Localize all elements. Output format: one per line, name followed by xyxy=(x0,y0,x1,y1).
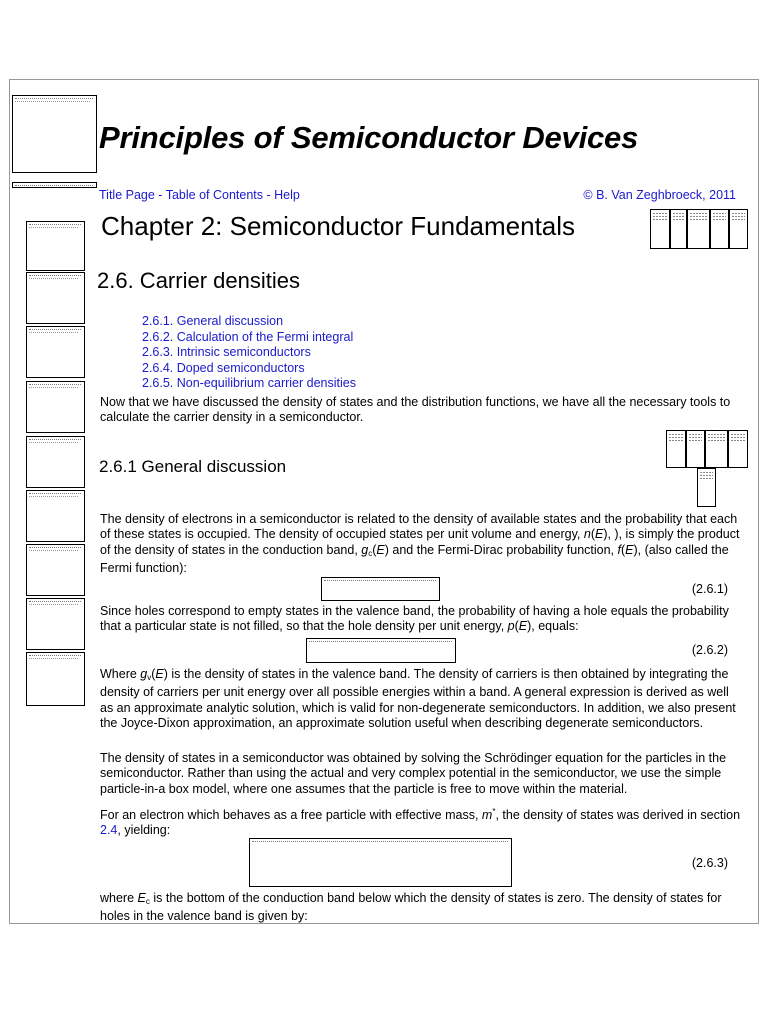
chapter-title: Chapter 2: Semiconductor Fundamentals xyxy=(101,211,576,241)
section-nav-image[interactable] xyxy=(686,430,705,468)
sidebar-image-placeholder[interactable] xyxy=(26,381,85,433)
chapter-nav-image[interactable] xyxy=(687,209,710,249)
section-toc xyxy=(142,314,356,392)
equation-image-placeholder xyxy=(321,577,440,601)
chapter-nav-image[interactable] xyxy=(729,209,748,249)
sidebar-image-placeholder[interactable] xyxy=(26,490,85,542)
sidebar-image-placeholder[interactable] xyxy=(26,436,85,488)
sidebar-image-placeholder[interactable] xyxy=(26,544,85,596)
section-nav-image[interactable] xyxy=(697,468,716,507)
equation-image-placeholder xyxy=(249,838,512,887)
section-nav-image[interactable] xyxy=(705,430,728,468)
intro-paragraph: Now that we have discussed the density of states and the distribution functions, we have all the necessary tools to calculate the carrier density in a semiconductor. xyxy=(100,395,731,425)
equation-number: (2.6.3) xyxy=(691,856,728,870)
table-of-contents-link[interactable]: Table of Contents xyxy=(165,188,264,202)
body-paragraph: Since holes correspond to empty states in the valence band, the probability of having a hole equals the probability that a particular state is not filled, so that the hole density per unit energy, p(E), equals: xyxy=(100,604,729,634)
section-title: 2.6. Carrier densities xyxy=(97,268,300,293)
chapter-nav-image[interactable] xyxy=(670,209,687,249)
body-paragraph: The density of electrons in a semiconductor is related to the density of available states and the probability that each of these states is occupied. The density of occupied states per unit volume and energy, n(E), ), is simply the product of the density of states in the conduction band, $g_c(E)$ and the Fermi-Dirac probability function, f(E), (also called the Fermi function): xyxy=(100,512,740,575)
nav-separator: - xyxy=(263,188,275,202)
toc-link[interactable]: 2.6.4. Doped semiconductors xyxy=(142,360,305,375)
toc-link[interactable]: 2.6.1. General discussion xyxy=(142,314,284,328)
sidebar-image-placeholder[interactable] xyxy=(26,598,85,650)
page-frame xyxy=(9,79,759,924)
equation-number: (2.6.1) xyxy=(691,582,728,596)
banner-image-placeholder xyxy=(12,182,97,188)
sidebar-image-placeholder[interactable] xyxy=(26,326,85,378)
sidebar-image-placeholder[interactable] xyxy=(26,652,85,706)
body-paragraph: Where $g_v(E)$ is the density of states in the valence band. The density of carriers is then obtained by integrating the density of carriers per unit energy over all possible energies within a band. A general expression is derived as well as an approximate analytic solution, which is valid for non-degenerate semiconductors. In addition, we also present the Joyce-Dixon approximation, an approximate solution useful when describing degenerate semiconductors. xyxy=(100,667,736,730)
nav-links xyxy=(99,188,300,202)
chapter-nav-image[interactable] xyxy=(650,209,670,249)
equation-number: (2.6.2) xyxy=(691,643,728,657)
section-nav-image[interactable] xyxy=(728,430,748,468)
nav-separator: - xyxy=(154,188,166,202)
chapter-nav-image[interactable] xyxy=(710,209,729,249)
help-link[interactable]: Help xyxy=(274,188,300,202)
equation-image-placeholder xyxy=(306,638,456,663)
subsection-title: 2.6.1 General discussion xyxy=(99,457,287,476)
toc-link[interactable]: 2.6.2. Calculation of the Fermi integral xyxy=(142,329,354,344)
section-link[interactable]: 2.4 xyxy=(100,823,118,838)
body-paragraph: For an electron which behaves as a free particle with effective mass, m*, the density of states was derived in section 2.4, yielding: xyxy=(100,807,741,838)
sidebar-image-placeholder[interactable] xyxy=(26,272,85,324)
toc-link[interactable]: 2.6.5. Non-equilibrium carrier densities xyxy=(142,376,356,390)
body-paragraph: where $E_c$ is the bottom of the conduction band below which the density of states is zero. The density of states for holes in the valence band is given by: xyxy=(100,891,722,924)
toc-link[interactable]: 2.6.3. Intrinsic semiconductors xyxy=(142,345,311,359)
copyright-link[interactable]: © B. Van Zeghbroeck, 2011 xyxy=(583,188,736,202)
section-nav-image[interactable] xyxy=(666,430,686,468)
body-paragraph: The density of states in a semiconductor was obtained by solving the Schrödinger equation for the particles in the semiconductor. Rather than using the actual and very complex potential in the semiconductor, we use the simple particle-in-a box model, where one assumes that the particle is free to move within the material. xyxy=(100,751,727,796)
logo-image-placeholder xyxy=(12,95,97,173)
sidebar-image-placeholder[interactable] xyxy=(26,221,85,271)
title-page-link[interactable]: Title Page xyxy=(99,188,155,202)
book-title: Principles of Semiconductor Devices xyxy=(99,120,639,155)
